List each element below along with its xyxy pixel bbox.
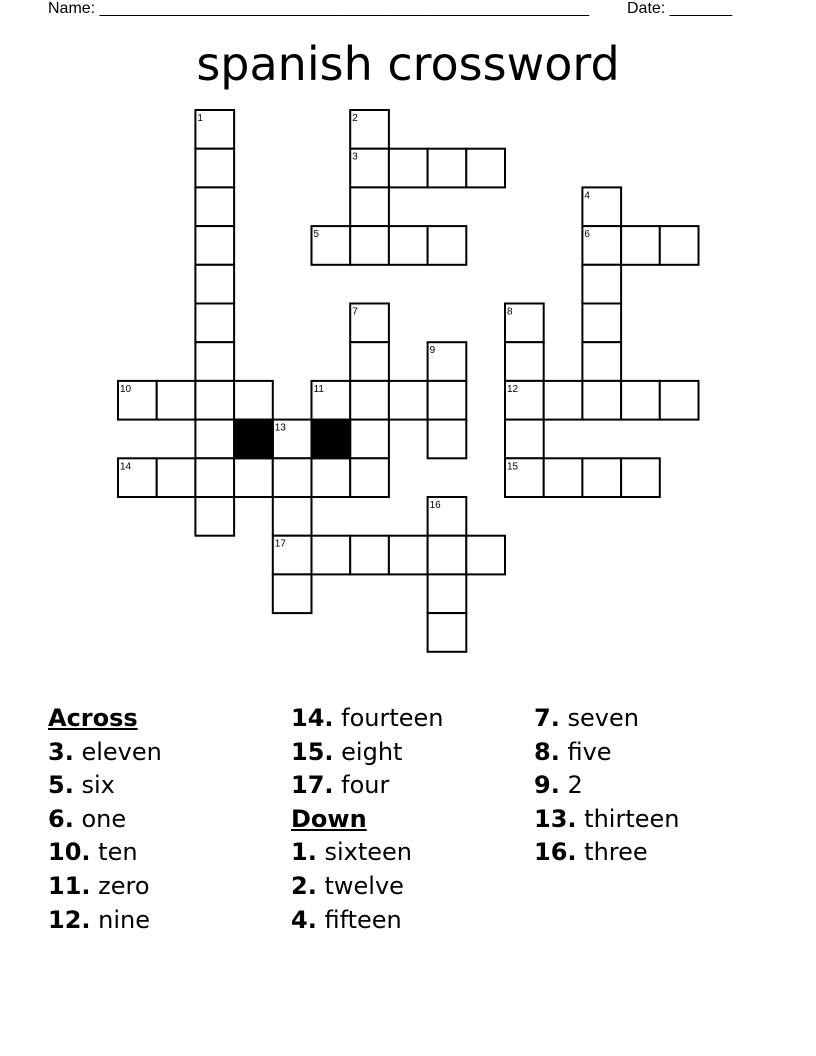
clue-text: sixteen (324, 838, 412, 867)
grid-cell[interactable] (350, 226, 389, 265)
clue-across (48, 769, 162, 803)
grid-cell[interactable] (660, 381, 699, 420)
cell-number: 15 (507, 461, 519, 473)
date-field-label: Date: _______ (627, 0, 732, 17)
grid-cell[interactable] (273, 497, 312, 536)
down-heading: Down (291, 804, 367, 833)
cell-number: 10 (120, 383, 132, 395)
clue-down (291, 836, 444, 870)
cell-number: 9 (429, 345, 436, 357)
grid-cell[interactable] (466, 536, 505, 575)
clue-text: three (584, 838, 648, 867)
grid-cell[interactable] (350, 458, 389, 497)
clue-text: fourteen (341, 704, 444, 732)
clue-down (534, 736, 679, 770)
clue-across (291, 736, 444, 770)
clue-down (291, 870, 444, 904)
clue-number: 8. (534, 737, 560, 766)
clue-text: one (81, 804, 127, 833)
grid-cell[interactable] (428, 574, 467, 613)
cell-number: 4 (584, 190, 590, 202)
clue-down (291, 904, 444, 938)
grid-cell[interactable] (350, 342, 389, 381)
clue-across (48, 803, 162, 837)
grid-cell[interactable] (505, 420, 544, 459)
grid-cell[interactable] (157, 458, 196, 497)
grid-cell[interactable] (157, 381, 196, 420)
grid-cell[interactable] (389, 381, 428, 420)
grid-cell[interactable] (195, 497, 234, 536)
name-field-label: Name: _______________________________________________________ (48, 0, 589, 17)
grid-cell[interactable] (350, 536, 389, 575)
clue-text: zero (98, 871, 150, 900)
cell-number: 1 (197, 113, 203, 124)
clue-number: 5. (48, 771, 74, 800)
grid-cell[interactable] (195, 149, 234, 188)
clue-across (48, 736, 162, 770)
clue-number: 14. (291, 704, 334, 732)
clue-number: 15. (291, 737, 334, 766)
clues-column-1 (48, 702, 162, 937)
clue-text: eight (341, 737, 403, 766)
grid-cell[interactable] (428, 149, 467, 188)
grid-cell[interactable] (621, 226, 660, 265)
grid-cell[interactable] (389, 149, 428, 188)
grid-cell[interactable] (195, 304, 234, 343)
grid-cell[interactable] (428, 613, 467, 652)
grid-cell[interactable] (505, 342, 544, 381)
clue-number: 9. (534, 771, 560, 800)
clue-number: 4. (291, 905, 317, 934)
cell-number: 7 (352, 306, 358, 318)
clue-down (534, 702, 679, 736)
clue-text: 2 (567, 771, 583, 800)
clue-text: ten (98, 838, 138, 867)
grid-cell[interactable] (389, 226, 428, 265)
clue-down (534, 803, 679, 837)
clue-number: 13. (534, 804, 577, 833)
cell-number: 13 (274, 422, 286, 434)
grid-cell[interactable] (582, 265, 621, 304)
cell-number: 5 (313, 229, 320, 241)
grid-cell[interactable] (195, 187, 234, 226)
clue-across (291, 769, 444, 803)
clue-number: 1. (291, 838, 317, 867)
clue-text: nine (98, 905, 151, 934)
grid-cell[interactable] (195, 420, 234, 459)
clue-number: 11. (48, 871, 91, 900)
clue-down (534, 769, 679, 803)
grid-cell[interactable] (582, 381, 621, 420)
cell-number: 14 (120, 461, 132, 473)
clue-number: 7. (534, 704, 560, 732)
clue-number: 17. (291, 771, 334, 800)
grid-block (312, 420, 351, 459)
clue-text: eleven (81, 737, 162, 766)
grid-cell[interactable] (273, 574, 312, 613)
clue-text: twelve (324, 871, 404, 900)
grid-cell[interactable] (466, 149, 505, 188)
grid-cell[interactable] (428, 381, 467, 420)
clue-across (48, 904, 162, 938)
grid-cell[interactable] (389, 536, 428, 575)
clue-text: four (341, 771, 390, 800)
cell-number: 3 (352, 151, 358, 163)
cell-number: 16 (429, 500, 441, 511)
clue-number: 16. (534, 838, 577, 867)
grid-cell[interactable] (350, 381, 389, 420)
clue-text: six (81, 771, 115, 800)
grid-cell[interactable] (582, 304, 621, 343)
clue-text: thirteen (584, 804, 680, 833)
grid-cell[interactable] (582, 458, 621, 497)
clue-number: 10. (48, 838, 91, 867)
grid-cell[interactable] (312, 536, 351, 575)
page-title: spanish crossword (196, 37, 620, 91)
grid-cell[interactable] (273, 458, 312, 497)
clue-across (48, 836, 162, 870)
grid-cell[interactable] (621, 381, 660, 420)
grid-cell[interactable] (582, 342, 621, 381)
cell-number: 2 (352, 113, 358, 124)
clue-across (291, 702, 444, 736)
grid-cell[interactable] (660, 226, 699, 265)
clues-column-3 (534, 702, 679, 870)
grid-block (234, 420, 273, 459)
cell-number: 8 (507, 306, 513, 318)
grid-cell[interactable] (195, 265, 234, 304)
grid-cell[interactable] (195, 226, 234, 265)
grid-cell[interactable] (621, 458, 660, 497)
grid-cell[interactable] (350, 187, 389, 226)
clue-number: 6. (48, 804, 74, 833)
grid-cell[interactable] (544, 458, 583, 497)
clues-column-2 (291, 702, 444, 937)
clue-text: five (567, 737, 612, 766)
grid-cell[interactable] (428, 536, 467, 575)
cell-number: 12 (507, 383, 519, 395)
grid-cell[interactable] (312, 458, 351, 497)
grid-cell[interactable] (234, 458, 273, 497)
grid-cell[interactable] (195, 458, 234, 497)
grid-cell[interactable] (195, 342, 234, 381)
clue-number: 2. (291, 871, 317, 900)
cell-number: 17 (274, 538, 286, 550)
grid-cell[interactable] (234, 381, 273, 420)
cell-number: 11 (313, 383, 324, 395)
clue-text: seven (567, 704, 639, 732)
grid-cell[interactable] (350, 420, 389, 459)
clue-text: fifteen (324, 905, 402, 934)
clue-across (48, 870, 162, 904)
grid-cell[interactable] (195, 381, 234, 420)
grid-cell[interactable] (428, 226, 467, 265)
grid-cell[interactable] (428, 420, 467, 459)
grid-cell[interactable] (544, 381, 583, 420)
clue-down (534, 836, 679, 870)
cell-number: 6 (584, 229, 590, 241)
clue-number: 12. (48, 905, 91, 934)
across-heading: Across (48, 704, 138, 732)
clue-number: 3. (48, 737, 74, 766)
